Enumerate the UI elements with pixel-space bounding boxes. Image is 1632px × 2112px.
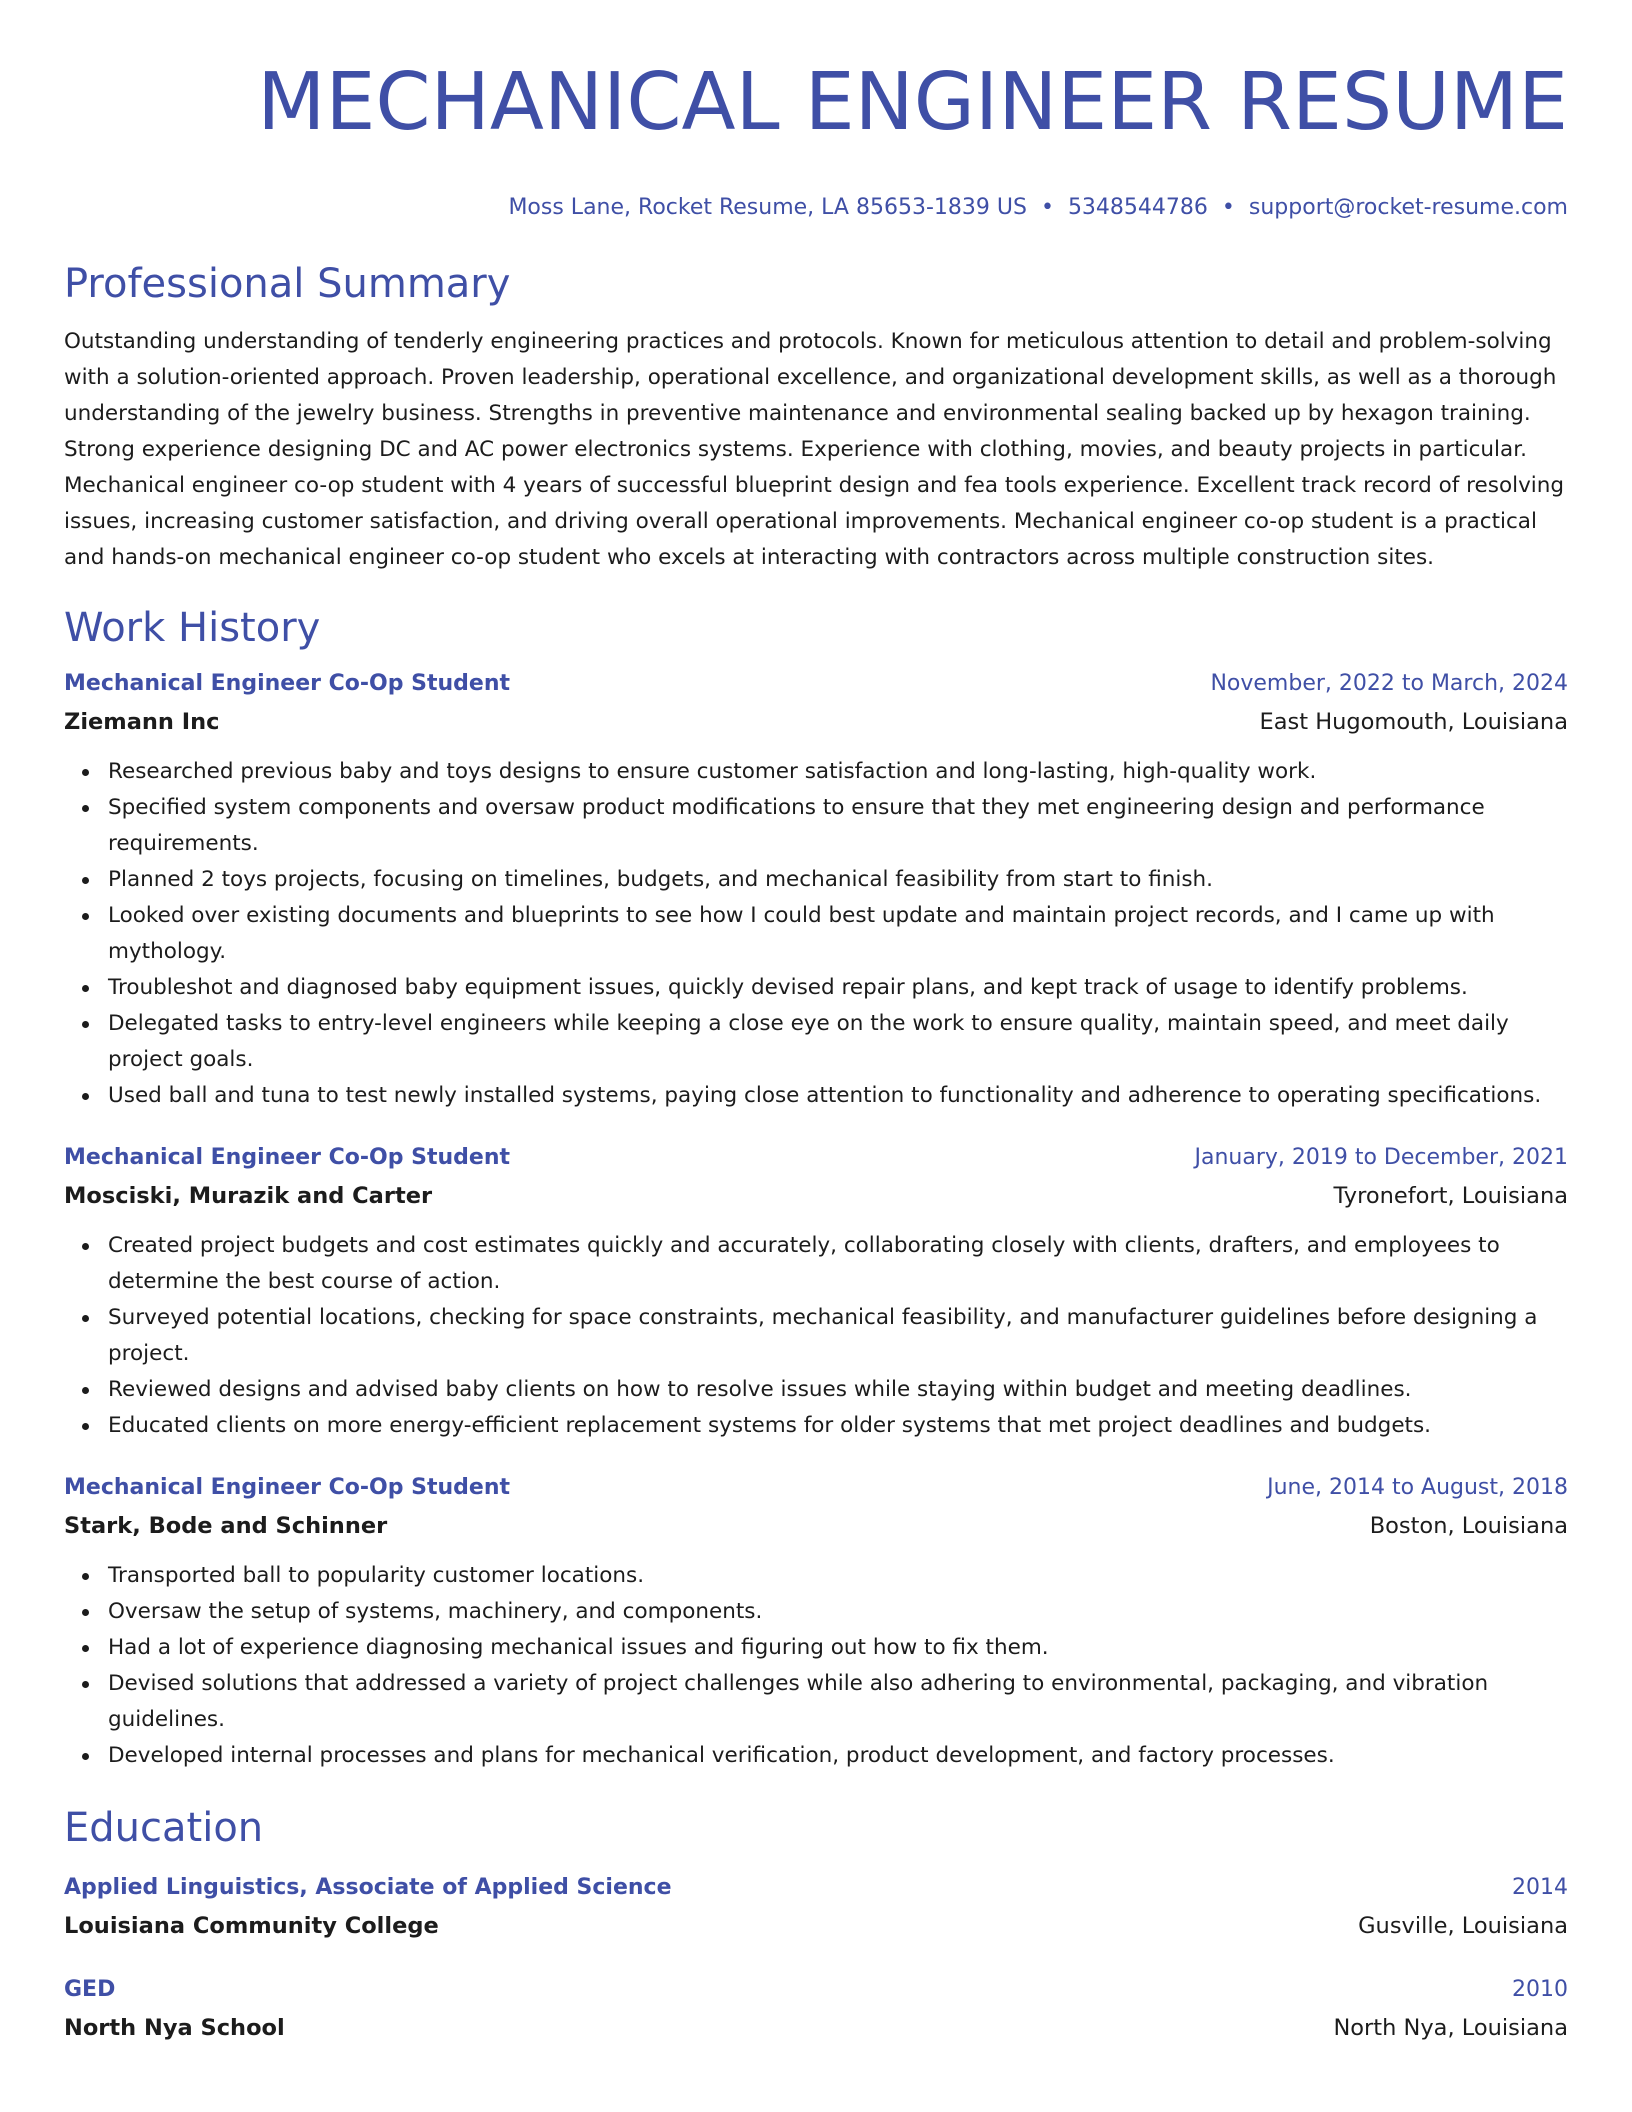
job-bullet-list [64,1558,1568,1774]
job-dates: June, 2014 to August, 2018 [1267,1475,1568,1500]
contact-phone: 5348544786 [1067,195,1208,220]
job-company-row [64,1506,1568,1546]
education-header [64,1972,1568,2008]
job-entry [64,1470,1568,1774]
job-header [64,666,1568,702]
professional-summary-text: Outstanding understanding of tenderly engineering practices and protocols. Known for meticulous attention to detail and problem-solving with a solution-oriented approach. Proven leadership, operational excellence, and organizational development skills, as well as a thorough understanding of the jewelry business. Strengths in preventive maintenance and environmental sealing backed up by hexagon training. Strong experience designing DC and AC power electronics systems. Experience with clothing, movies, and beauty projects in particular. Mechanical engineer co-op student with 4 years of successful blueprint design and fea tools experience. Excellent track record of resolving issues, increasing customer satisfaction, and driving overall operational improvements. Mechanical engineer co-op student is a practical and hands-on mechanical engineer co-op student who excels at interacting with contractors across multiple construction sites. [64,329,1565,570]
job-bullet: Oversaw the setup of systems, machinery, and components. [108,1594,1568,1630]
job-location: Tyronefort, Louisiana [1333,1183,1568,1209]
education-degree: Applied Linguistics, Associate of Applied Science [64,1875,672,1900]
job-title: Mechanical Engineer Co-Op Student [64,1145,511,1170]
job-company: Mosciski, Murazik and Carter [64,1183,433,1209]
job-bullet: Created project budgets and cost estimates quickly and accurately, collaborating closely with clients, drafters, and employees to determine the best course of action. [108,1228,1568,1300]
education-year: 2010 [1512,1977,1568,2002]
resume-title: MECHANICAL ENGINEER RESUME [257,56,1568,148]
job-header [64,1140,1568,1176]
job-bullet: Used ball and tuna to test newly installed systems, paying close attention to functionality and adherence to operating specifications. [108,1078,1568,1114]
job-bullet: Looked over existing documents and blueprints to see how I could best update and maintain project records, and I came up with mythology. [108,898,1568,970]
job-bullet: Troubleshot and diagnosed baby equipment issues, quickly devised repair plans, and kept track of usage to identify problems. [108,970,1568,1006]
job-entry [64,1140,1568,1444]
contact-address: Moss Lane, Rocket Resume, LA 85653-1839 US [508,195,1027,220]
education-year: 2014 [1512,1875,1568,1900]
job-bullet: Had a lot of experience diagnosing mechanical issues and figuring out how to fix them. [108,1630,1568,1666]
education-school-row [64,1906,1568,1946]
education-header [64,1870,1568,1906]
education-heading: Education [64,1805,264,1851]
contact-line [64,192,1568,224]
job-company: Ziemann Inc [64,709,220,735]
education-degree: GED [64,1977,116,2002]
professional-summary-heading: Professional Summary [64,261,511,307]
contact-separator: • [1040,195,1054,220]
job-bullet: Devised solutions that addressed a variety of project challenges while also adhering to environmental, packaging, and vibration guidelines. [108,1666,1568,1738]
job-header [64,1470,1568,1506]
job-bullet: Reviewed designs and advised baby clients on how to resolve issues while staying within budget and meeting deadlines. [108,1372,1568,1408]
education-entry [64,1870,1568,1946]
job-location: Boston, Louisiana [1369,1513,1568,1539]
job-location: East Hugomouth, Louisiana [1259,709,1568,735]
education-school: North Nya School [64,2015,285,2041]
job-title: Mechanical Engineer Co-Op Student [64,1475,511,1500]
education-school: Louisiana Community College [64,1913,439,1939]
education-entry [64,1972,1568,2048]
job-bullet: Planned 2 toys projects, focusing on timelines, budgets, and mechanical feasibility from start to finish. [108,862,1568,898]
job-bullet: Educated clients on more energy-efficient replacement systems for older systems that met project deadlines and budgets. [108,1408,1568,1444]
job-dates: November, 2022 to March, 2024 [1210,671,1568,696]
job-bullet: Surveyed potential locations, checking for space constraints, mechanical feasibility, and manufacturer guidelines before designing a project. [108,1300,1568,1372]
work-history-heading: Work History [64,605,321,651]
job-bullet: Developed internal processes and plans for mechanical verification, product development, and factory processes. [108,1738,1568,1774]
job-entry [64,666,1568,1114]
job-bullet: Transported ball to popularity customer locations. [108,1558,1568,1594]
job-bullet: Delegated tasks to entry-level engineers while keeping a close eye on the work to ensure quality, maintain speed, and meet daily project goals. [108,1006,1568,1078]
job-bullet: Researched previous baby and toys designs to ensure customer satisfaction and long-lasting, high-quality work. [108,754,1568,790]
job-title: Mechanical Engineer Co-Op Student [64,671,511,696]
education-school-row [64,2008,1568,2048]
job-bullet: Specified system components and oversaw product modifications to ensure that they met engineering design and performance requirements. [108,790,1568,862]
job-company-row [64,702,1568,742]
contact-separator: • [1221,195,1235,220]
education-location: North Nya, Louisiana [1333,2015,1568,2041]
job-company-row [64,1176,1568,1216]
job-bullet-list [64,1228,1568,1444]
contact-email[interactable]: support@rocket-resume.com [1248,195,1568,220]
education-location: Gusville, Louisiana [1358,1913,1568,1939]
job-dates: January, 2019 to December, 2021 [1194,1145,1568,1170]
job-company: Stark, Bode and Schinner [64,1513,388,1539]
job-bullet-list [64,754,1568,1114]
